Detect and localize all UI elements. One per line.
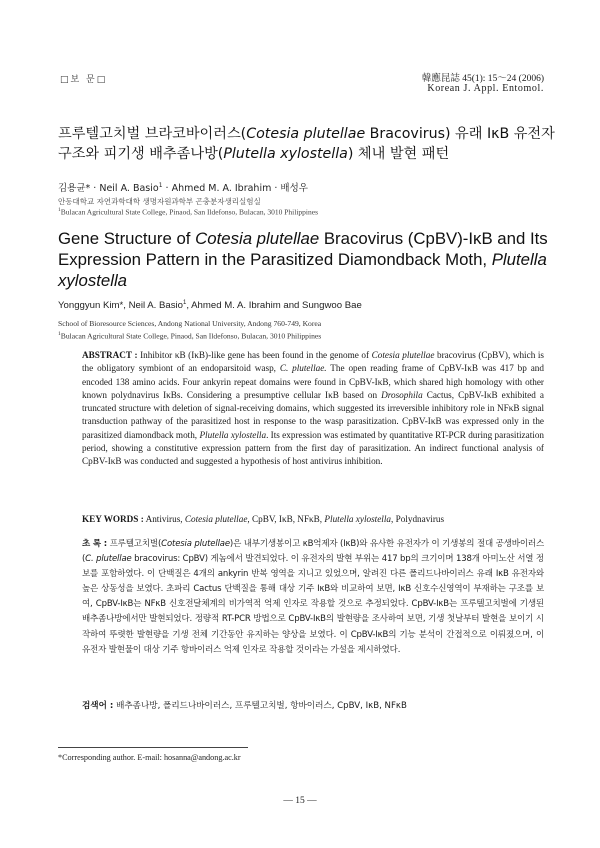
keywords-i2: Plutella xylostella — [324, 514, 391, 524]
korean-title — [58, 124, 558, 164]
keywords-k2: , CpBV, IκB, NFκB, — [247, 514, 325, 524]
korean-keywords — [82, 700, 544, 713]
korean-abstract-t3: bracovirus: CpBV) 게놈에서 발견되었다. 이 유전자의 발현 부위는 417 bp의 크기이며 138개 아미노산 서열 정보를 포함하였다. 이 단백질은 4개의 ankyrin 반복 영역을 지니고 있었으며, 알려진 다른 폴리드나바이러스 유래 IκB 유전자와 높은 상동성을 보였다. 초파리 Cactus 단백질을 통해 대상 기주 IκB와 비교하여 보면, IκB 신호수신영역이 부재하는 구조를 보여, CpBV-IκB는 NFκB 신호전달체계의 비가역적 억제 인자로 작용할 것으로 추정되었다. CpBV-IκB는 프루텔고치벌에 기생된 배추좀나방에서만 발현되었다. 정량적 RT-PCR 방법으로 CpBV-IκB의 발현량을 조사하여 보면, 기생 첫날부터 발현을 보이기 시작하여 뚜렷한 발현량을 기생 전체 기간동안 유지하는 양상을 보였다. 이 CpBV-IκB의 기능 분석이 간접적으로 이뤄졌으며, 이 유전자 발현물이 대상 기주 항바이러스 억제 인자로 작용할 것이라는 가설을 제시하였다. — [82, 554, 544, 655]
keywords-k1: Antivirus, — [143, 514, 185, 524]
english-title-host: Plutella xylostella — [58, 250, 547, 290]
abstract-i2: C. plutellae. — [279, 363, 327, 374]
korean-abstract-t1: 프루텔고치벌( — [107, 539, 162, 549]
korean-affiliation-2-sup: 1 — [58, 207, 61, 213]
abstract-s5: . Its expression was estimated by quantitative RT-PCR during parasitization period, showing a constitutive expression pattern from the first day of parasitization. An indirect functional analysis of CpBV-IκB was conducted and suggested a hypothesis of host antivirus inhibition. — [82, 429, 545, 466]
korean-title-part1-end: Bracovirus) 유래 IκB 유전자 — [365, 126, 555, 142]
keywords-label: KEY WORDS : — [82, 514, 144, 524]
english-title-part2: Bracovirus (CpBV)-IκB and Its Expression Pattern in the Parasitized Diamondback Moth, — [58, 229, 548, 269]
korean-authors-a: 김용균* · Neil A. Basio — [58, 183, 159, 194]
korean-abstract-label: 초 록 : — [82, 539, 108, 549]
english-affiliation-2-sup: 1 — [58, 331, 61, 337]
korean-abstract-i2: C. plutellae — [85, 554, 132, 565]
korean-title-species: Cotesia plutellae — [246, 126, 366, 142]
footnote-divider — [58, 747, 248, 748]
english-authors-b: , Ahmed M. A. Ibrahim and Sungwoo Bae — [186, 300, 362, 312]
abstract-s4: Cactus, CpBV-IκB exhibited a truncated structure with deletion of signal-receiving domains, which suggested its irreversible inhibitory role in NFκB signal transduction pathway of the parasitized host in response to the wasp parasitization. CpBV-IκB was expressed only in the parasitized diamondback moth, — [82, 389, 544, 440]
section-tag: □보 문□ — [60, 75, 108, 85]
korean-affiliation-1: 안동대학교 자연과학대학 생명자원과학부 곤충분자생리실험실 — [58, 197, 261, 206]
korean-affiliation-2-text: Bulacan Agricultural State College, Pinaod, San Ildefonso, Bulacan, 3010 Philippines — [60, 207, 318, 217]
korean-title-part2-end: ) 체내 발현 패턴 — [347, 146, 450, 162]
corresponding-author-footnote: *Corresponding author. E-mail: hosanna@andong.ac.kr — [58, 753, 241, 762]
korean-abstract — [82, 537, 544, 658]
english-affiliation-1: School of Bioresource Sciences, Andong National University, Andong 760-749, Korea — [58, 319, 322, 328]
korean-keywords-label: 검색어 : — [82, 701, 114, 711]
abstract-s2: bracovirus (CpBV), which is the obligatory symbiont of an endoparsitoid wasp, — [82, 350, 544, 374]
english-authors-a: Yonggyun Kim*, Neil A. Basio — [58, 300, 183, 312]
keywords — [82, 513, 544, 526]
korean-authors-b: · Ahmed M. A. Ibrahim · 배성우 — [162, 183, 308, 194]
korean-title-part2: 구조와 피기생 배추좀나방( — [58, 146, 224, 162]
keywords-k3: , Polydnavirus — [391, 514, 445, 524]
abstract-label: ABSTRACT : — [82, 350, 138, 360]
english-authors — [58, 300, 362, 311]
abstract-i4: Plutella xylostella — [199, 429, 267, 440]
korean-title-part1: 프루텔고치벌 브라코바이러스( — [58, 126, 247, 142]
abstract-i3: Drosophila — [381, 389, 423, 400]
abstract-i1: Cotesia plutellae — [371, 350, 435, 360]
english-affiliation-2-text: Bulacan Agricultural State College, Pinaod, San Ildefonso, Bulacan, 3010 Philippines — [60, 331, 322, 341]
journal-name: Korean J. Appl. Entomol. — [427, 83, 544, 94]
english-affiliation-2 — [58, 331, 321, 341]
abstract-s1: Inhibitor κB (IκB)-like gene has been found in the genome of — [137, 350, 372, 360]
keywords-i1: Cotesia plutellae — [184, 514, 248, 524]
journal-citation: 韓應昆誌 45(1): 15～24 (2006) — [421, 74, 544, 84]
english-title-species: Cotesia plutellae — [195, 229, 320, 248]
korean-title-host: Plutella xylostella — [223, 146, 348, 162]
abstract — [82, 349, 544, 468]
korean-abstract-i1: Cotesia plutellae — [161, 539, 230, 549]
english-title-part1: Gene Structure of — [58, 229, 196, 248]
korean-authors — [58, 180, 308, 194]
page-number: — 15 — — [283, 796, 317, 806]
abstract-s3: The open reading frame of CpBV-IκB was 417 bp and encoded 138 amino acids. Four ankyrin repeat domains were found in CpBV-IκB, which shared high homology with other known polydnavirus IκBs. Considering a presumptive cellular IκB based on — [82, 363, 544, 400]
english-authors-sup: 1 — [182, 300, 187, 306]
english-title — [58, 228, 548, 291]
korean-affiliation-2 — [58, 207, 318, 217]
korean-keywords-text: 배추좀나방, 폴리드나바이러스, 프루텔고치벌, 항바이러스, CpBV, IκB, NFκB — [113, 701, 407, 711]
korean-authors-sup: 1 — [158, 181, 163, 189]
korean-abstract-t2: )은 내부기생봉이고 κB억제자 (IκB)와 유사한 유전자가 이 기생봉의 절대 공생바이러스( — [82, 539, 545, 565]
